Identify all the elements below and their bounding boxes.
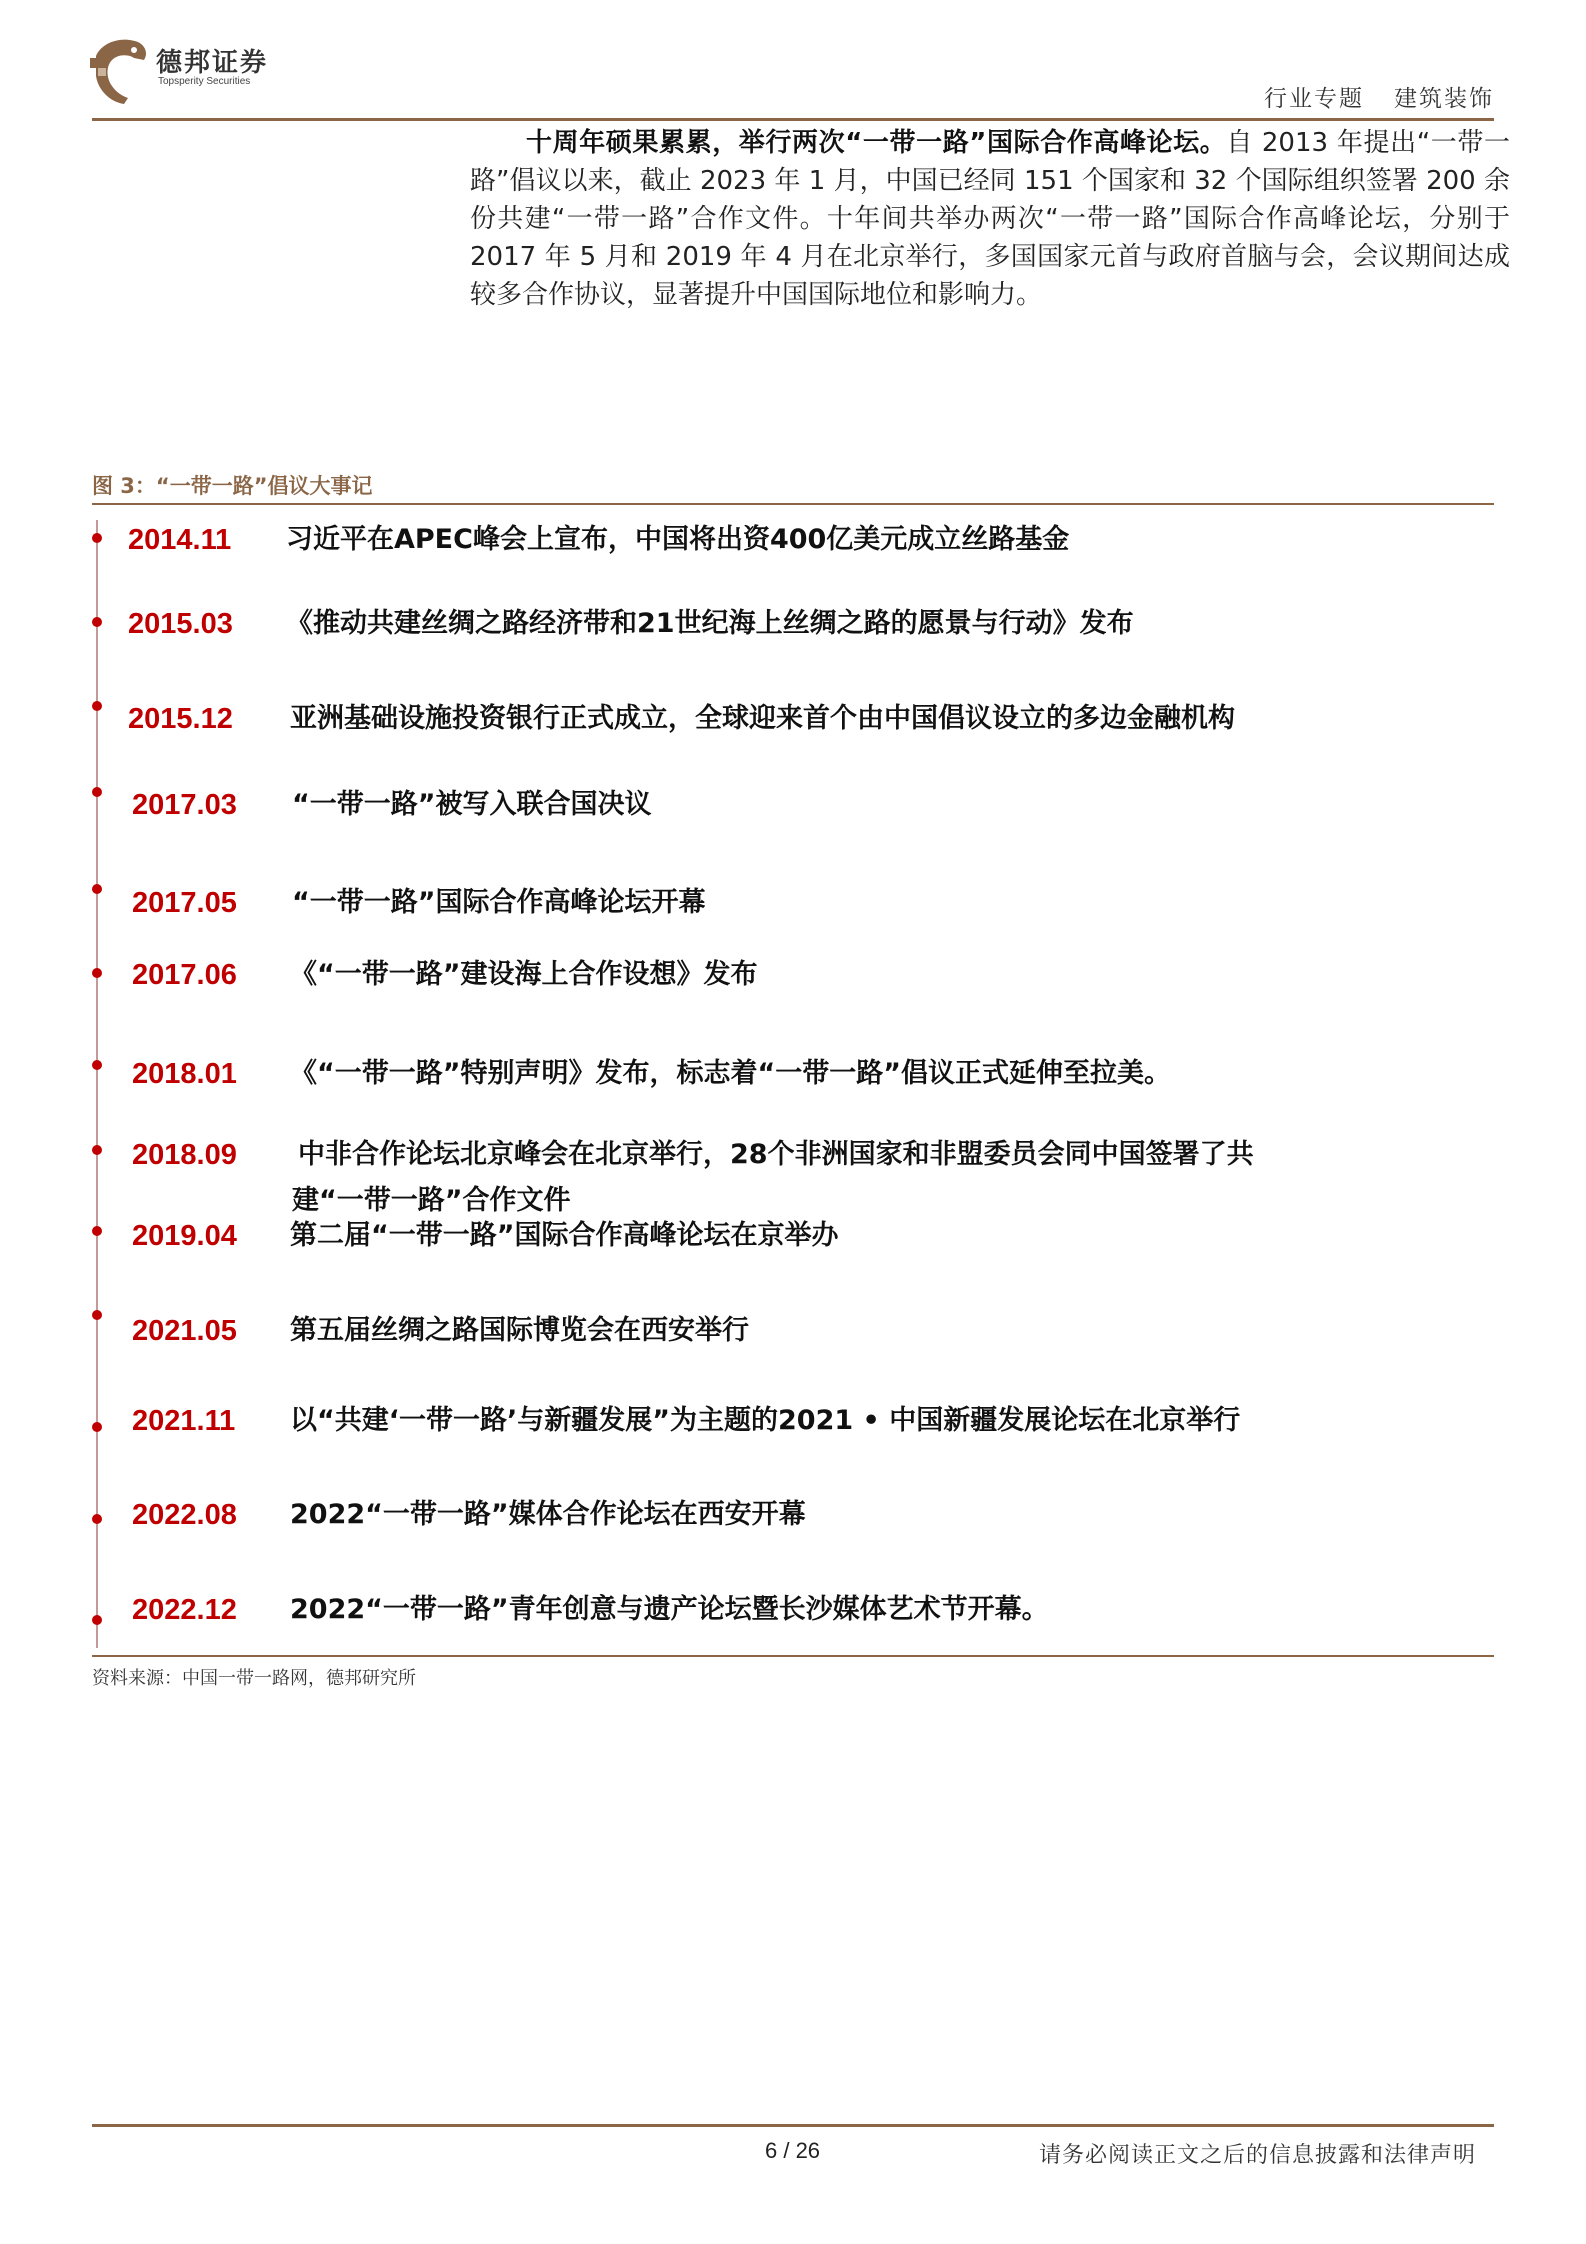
company-name-en: Topsperity Securities [158,76,251,87]
event-description: 《“一带一路”建设海上合作设想》发布 [290,959,758,990]
event-description: 《“一带一路”特别声明》发布，标志着“一带一路”倡议正式延伸至拉美。 [290,1058,1171,1089]
intro-lead: 十周年硕果累累，举行两次“一带一路”国际合作高峰论坛。 [526,128,1227,158]
event-description: 亚洲基础设施投资银行正式成立，全球迎来首个由中国倡议设立的多边金融机构 [290,703,1235,734]
event-date: 2022.08 [132,1499,237,1531]
event-description: 《推动共建丝绸之路经济带和21世纪海上丝绸之路的愿景与行动》发布 [286,608,1134,639]
page-number: 6 / 26 [765,2138,821,2163]
timeline-dot [92,617,102,627]
event-date: 2014.11 [128,524,232,556]
event-description: 以“共建‘一带一路’与新疆发展”为主题的2021 • 中国新疆发展论坛在北京举行 [290,1405,1241,1436]
event-description: 2022“一带一路”青年创意与遗产论坛暨长沙媒体艺术节开幕。 [290,1594,1049,1625]
intro-paragraph [470,124,1510,314]
timeline-dot [92,787,102,797]
event-date: 2018.09 [132,1139,237,1171]
timeline-dot [92,533,102,543]
report-tags [1264,80,1494,113]
figure-title: 图 3：“一带一路”倡议大事记 [92,474,373,498]
event-description: 第五届丝绸之路国际博览会在西安举行 [290,1315,749,1346]
timeline-dot [92,1514,102,1524]
event-date: 2018.01 [132,1058,237,1090]
report-sector: 建筑装饰 [1394,86,1494,112]
event-date: 2015.03 [128,608,233,640]
timeline-dot [92,884,102,894]
timeline-dot [92,1145,102,1155]
event-description: “一带一路”被写入联合国决议 [292,789,652,820]
report-category: 行业专题 [1264,86,1364,112]
event-description: 建“一带一路”合作文件 [292,1185,571,1216]
figure-top-divider [92,503,1494,505]
timeline-dot [92,1615,102,1625]
event-description: 第二届“一带一路”国际合作高峰论坛在京举办 [290,1220,839,1251]
timeline-dot [92,968,102,978]
event-date: 2022.12 [132,1594,237,1626]
intro-body: 自 2013 年提出“一带一路”倡议以来，截止 2023 年 1 月，中国已经同 151 个国家和 32 个国际组织签署 200 余份共建“一带一路”合作文件。十年间共举办两次“一带一路”国际合作高峰论坛，分别于 2017 年 5 月和 2019 年 4 月在北京举行，多国国家元首与政府首脑与会，会议期间达成较多合作协议，显著提升中国国际地位和影响力。 [470,128,1510,310]
event-date: 2021.11 [132,1405,236,1437]
footer-divider [92,2124,1494,2127]
timeline-dot [92,701,102,711]
timeline-dot [92,1060,102,1070]
event-description: 中非合作论坛北京峰会在北京举行，28个非洲国家和非盟委员会同中国签署了共 [298,1139,1254,1170]
company-name-cn: 德邦证券 [156,48,269,78]
event-date: 2017.05 [132,887,237,919]
event-description: “一带一路”国际合作高峰论坛开幕 [292,887,706,918]
event-date: 2021.05 [132,1315,237,1347]
timeline-dot [92,1310,102,1320]
event-date: 2017.03 [132,789,237,821]
company-logo-icon [88,34,150,106]
figure-bottom-divider [92,1655,1494,1657]
timeline-dot [92,1422,102,1432]
event-date: 2019.04 [132,1220,237,1252]
event-description: 2022“一带一路”媒体合作论坛在西安开幕 [290,1499,806,1530]
timeline-dot [92,1226,102,1236]
figure-source: 资料来源：中国一带一路网，德邦研究所 [92,1668,416,1689]
footer-disclaimer: 请务必阅读正文之后的信息披露和法律声明 [1038,2143,1476,2168]
header-divider [92,118,1494,121]
event-date: 2017.06 [132,959,237,991]
event-date: 2015.12 [128,703,233,735]
event-description: 习近平在APEC峰会上宣布，中国将出资400亿美元成立丝路基金 [286,524,1070,555]
timeline-axis [96,520,98,1648]
